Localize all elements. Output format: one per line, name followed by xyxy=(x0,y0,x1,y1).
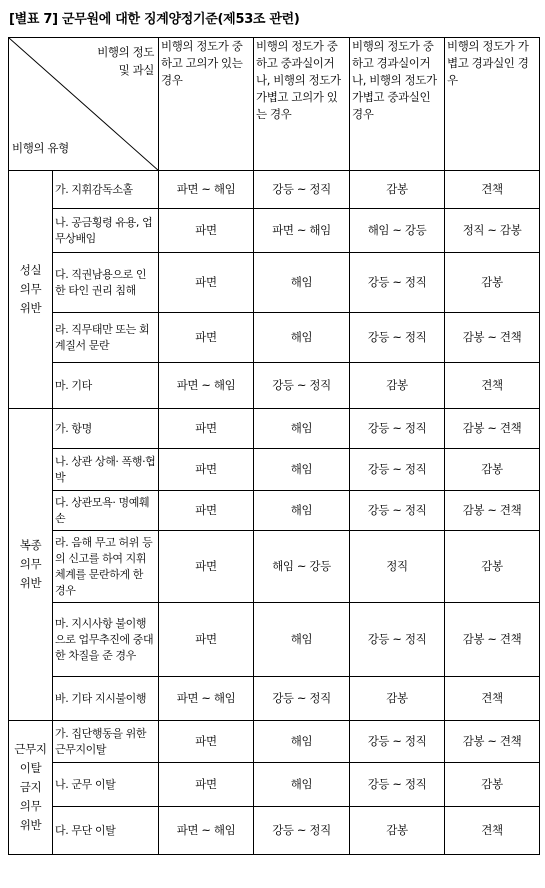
penalty-cell: 강등 ~ 정직 xyxy=(350,409,445,449)
violation-type: 나. 공금횡령 유용, 업무상배임 xyxy=(53,209,159,253)
penalty-cell: 파면 xyxy=(159,209,254,253)
penalty-cell: 해임 xyxy=(254,313,350,363)
violation-type: 마. 지시사항 불이행으로 업무추진에 중대한 차질을 준 경우 xyxy=(53,603,159,677)
table-row xyxy=(9,449,540,491)
violation-group: 성실 의무 위반 xyxy=(9,171,53,409)
penalty-cell: 파면 ~ 해임 xyxy=(159,677,254,721)
penalty-cell: 강등 ~ 정직 xyxy=(350,313,445,363)
penalty-cell: 강등 ~ 정직 xyxy=(254,363,350,409)
penalty-cell: 견책 xyxy=(445,171,540,209)
table-row xyxy=(9,603,540,677)
penalty-cell: 견책 xyxy=(445,807,540,855)
penalty-cell: 파면 xyxy=(159,603,254,677)
table-row xyxy=(9,763,540,807)
penalty-cell: 감봉 ~ 견책 xyxy=(445,409,540,449)
table-row xyxy=(9,677,540,721)
penalty-cell: 견책 xyxy=(445,363,540,409)
penalty-cell: 감봉 ~ 견책 xyxy=(445,491,540,531)
penalty-cell: 감봉 xyxy=(350,171,445,209)
penalty-cell: 해임 xyxy=(254,449,350,491)
violation-type: 나. 상관 상해· 폭행·협박 xyxy=(53,449,159,491)
penalty-cell: 파면 xyxy=(159,313,254,363)
header-diagonal-cell xyxy=(9,38,159,171)
table-row xyxy=(9,409,540,449)
penalty-cell: 강등 ~ 정직 xyxy=(350,763,445,807)
disciplinary-standards-table xyxy=(8,37,540,855)
header-col-2: 비행의 정도가 중하고 중과실이거나, 비행의 정도가 가볍고 고의가 있는 경우 xyxy=(254,38,350,171)
penalty-cell: 감봉 ~ 견책 xyxy=(445,313,540,363)
penalty-cell: 감봉 xyxy=(445,253,540,313)
header-col-4: 비행의 정도가 가볍고 경과실인 경우 xyxy=(445,38,540,171)
penalty-cell: 파면 xyxy=(159,531,254,603)
table-row xyxy=(9,491,540,531)
penalty-cell: 해임 xyxy=(254,253,350,313)
table-row xyxy=(9,209,540,253)
violation-group: 근무지 이탈 금지 의무 위반 xyxy=(9,721,53,855)
violation-type: 라. 음해 무고 허위 등의 신고를 하여 지휘체계를 문란하게 한 경우 xyxy=(53,531,159,603)
header-row xyxy=(9,38,540,171)
penalty-cell: 강등 ~ 정직 xyxy=(254,171,350,209)
violation-type: 라. 직무태만 또는 회계질서 문란 xyxy=(53,313,159,363)
penalty-cell: 해임 xyxy=(254,763,350,807)
penalty-cell: 해임 ~ 강등 xyxy=(350,209,445,253)
violation-type: 다. 무단 이탈 xyxy=(53,807,159,855)
violation-type: 가. 지휘감독소홀 xyxy=(53,171,159,209)
penalty-cell: 감봉 ~ 견책 xyxy=(445,603,540,677)
penalty-cell: 파면 xyxy=(159,491,254,531)
penalty-cell: 파면 xyxy=(159,763,254,807)
penalty-cell: 정직 ~ 감봉 xyxy=(445,209,540,253)
penalty-cell: 파면 ~ 해임 xyxy=(159,807,254,855)
penalty-cell: 해임 xyxy=(254,491,350,531)
table-row xyxy=(9,171,540,209)
penalty-cell: 감봉 xyxy=(350,363,445,409)
penalty-cell: 강등 ~ 정직 xyxy=(254,677,350,721)
penalty-cell: 해임 xyxy=(254,603,350,677)
penalty-cell: 강등 ~ 정직 xyxy=(350,721,445,763)
penalty-cell: 강등 ~ 정직 xyxy=(350,603,445,677)
penalty-cell: 파면 xyxy=(159,253,254,313)
table-row xyxy=(9,313,540,363)
penalty-cell: 파면 ~ 해임 xyxy=(159,171,254,209)
violation-type: 다. 직권남용으로 인한 타인 권리 침해 xyxy=(53,253,159,313)
table-row xyxy=(9,253,540,313)
penalty-cell: 해임 ~ 강등 xyxy=(254,531,350,603)
table-row xyxy=(9,721,540,763)
header-col-1: 비행의 정도가 중하고 고의가 있는 경우 xyxy=(159,38,254,171)
violation-type: 마. 기타 xyxy=(53,363,159,409)
penalty-cell: 감봉 ~ 견책 xyxy=(445,721,540,763)
penalty-cell: 해임 xyxy=(254,409,350,449)
penalty-cell: 감봉 xyxy=(445,531,540,603)
violation-type: 가. 집단행동을 위한 근무지이탈 xyxy=(53,721,159,763)
penalty-cell: 견책 xyxy=(445,677,540,721)
penalty-cell: 강등 ~ 정직 xyxy=(350,491,445,531)
penalty-cell: 파면 xyxy=(159,449,254,491)
penalty-cell: 파면 ~ 해임 xyxy=(159,363,254,409)
header-col-3: 비행의 정도가 중하고 경과실이거나, 비행의 정도가 가볍고 중과실인 경우 xyxy=(350,38,445,171)
violation-type: 나. 군무 이탈 xyxy=(53,763,159,807)
violation-type: 가. 항명 xyxy=(53,409,159,449)
header-degree-label: 비행의 정도 및 과실 xyxy=(97,45,154,77)
document-title: [별표 7] 군무원에 대한 징계양정기준(제53조 관련) xyxy=(9,12,300,27)
penalty-cell: 파면 ~ 해임 xyxy=(254,209,350,253)
penalty-cell: 강등 ~ 정직 xyxy=(350,449,445,491)
penalty-cell: 강등 ~ 정직 xyxy=(350,253,445,313)
violation-type: 바. 기타 지시불이행 xyxy=(53,677,159,721)
penalty-cell: 정직 xyxy=(350,531,445,603)
penalty-cell: 감봉 xyxy=(445,763,540,807)
table-row xyxy=(9,363,540,409)
violation-group: 복종 의무 위반 xyxy=(9,409,53,721)
penalty-cell: 감봉 xyxy=(350,807,445,855)
penalty-cell: 강등 ~ 정직 xyxy=(254,807,350,855)
header-type-label: 비행의 유형 xyxy=(12,141,69,155)
penalty-cell: 파면 xyxy=(159,721,254,763)
table-row xyxy=(9,531,540,603)
violation-type: 다. 상관모욕· 명예훼손 xyxy=(53,491,159,531)
penalty-cell: 파면 xyxy=(159,409,254,449)
penalty-cell: 해임 xyxy=(254,721,350,763)
penalty-cell: 감봉 xyxy=(445,449,540,491)
penalty-cell: 감봉 xyxy=(350,677,445,721)
table-row xyxy=(9,807,540,855)
